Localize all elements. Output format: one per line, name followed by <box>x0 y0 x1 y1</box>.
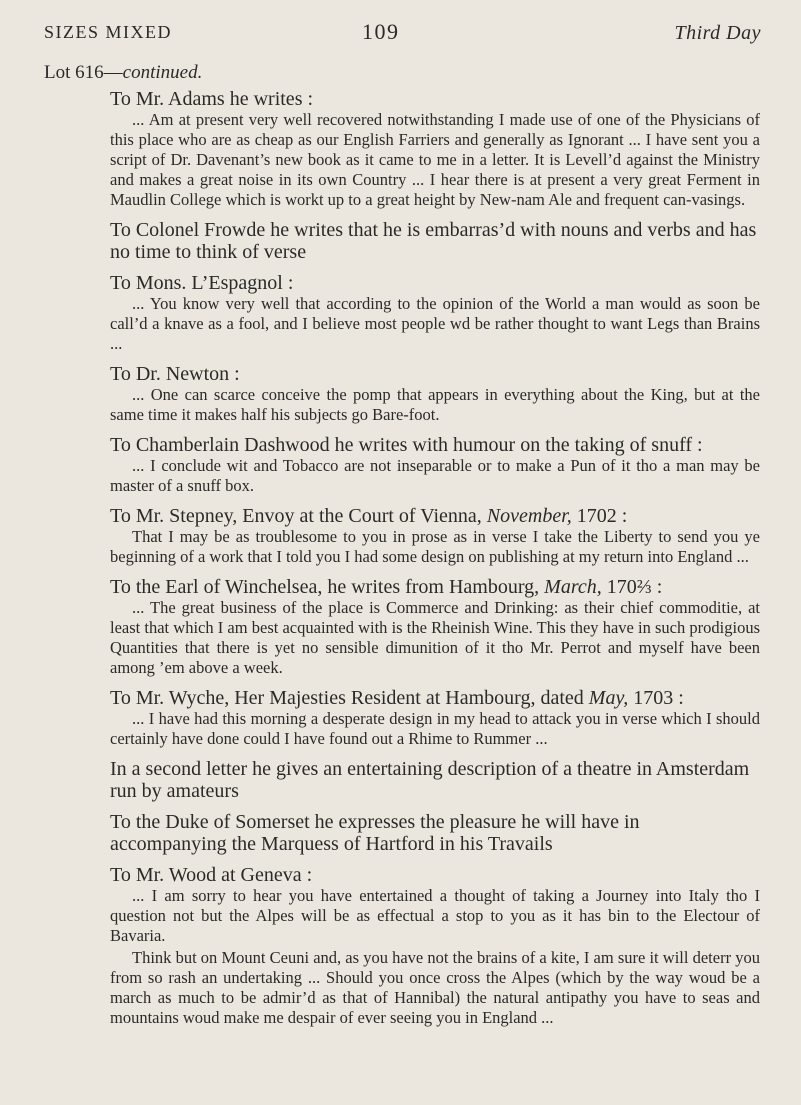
letter-quote: ... I am sorry to hear you have entertained a thought of taking a Journey into Italy tho I question not but the Alpes will be as effectual a stop to you as it has bin to the Electour of Bavaria. <box>110 886 760 945</box>
letter-heading <box>110 272 760 294</box>
heading-text: To the Earl of Winchelsea, he writes from Hambourg, <box>110 576 540 598</box>
running-head <box>44 19 761 48</box>
letter-heading <box>110 363 760 385</box>
heading-text: To Colonel Frowde he writes that he is embarras’d with nouns and verbs and has no time to think of verse <box>110 219 757 263</box>
heading-text: To Mons. L’Espagnol : <box>110 272 294 294</box>
letter-quote: ... One can scarce conceive the pomp that appears in everything about the King, but at the same time it makes half his subjects go Bare-foot. <box>110 385 760 424</box>
lot-label: Lot 616 <box>44 62 104 83</box>
heading-date-year: 1702 : <box>571 505 628 527</box>
letter-quote: Think but on Mount Ceuni and, as you have not the brains of a kite, I am sure it will deterr you from so rash an undertaking ... Should you once cross the Alpes (which by the way woud be a march as much to be admir’d as that of Hannibal) the natural antipathy you have to seas and mountains woud make me despair of ever seeing you in England ... <box>110 948 760 1027</box>
letter-quote: ... Am at present very well recovered notwithstanding I made use of one of the Physicians of this place who are as cheap as our English Farriers and generally as Ignorant ... I have sent you a script of Dr. Davenant’s new book as it came to me in a letter. It is Levell’d against the Ministry and makes a great noise in its own Country ... I hear there is at present a very great Ferment in Maudlin College which is workt up to a great height by New-nam Ale and frequent can-vasings. <box>110 110 760 209</box>
heading-text: To Chamberlain Dashwood he writes with humour on the taking of snuff : <box>110 434 703 456</box>
letter-heading <box>110 88 760 110</box>
letter-heading <box>110 864 760 886</box>
lot-heading: Lot 616—continued. <box>44 62 203 83</box>
heading-text: To Mr. Wood at Geneva : <box>110 864 313 886</box>
heading-text: To Mr. Wyche, Her Majesties Resident at Hambourg, dated <box>110 687 584 709</box>
heading-text: In a second letter he gives an entertaining description of a theatre in Amsterdam run by amateurs <box>110 758 750 802</box>
heading-date-month: March, <box>544 576 602 598</box>
heading-text: To Mr. Stepney, Envoy at the Court of Vienna, <box>110 505 482 527</box>
letter-heading <box>110 758 760 802</box>
letter-extracts <box>110 88 760 1030</box>
heading-text: To the Duke of Somerset he expresses the pleasure he will have in accompanying the Marquess of Hartford in his Travails <box>110 811 640 855</box>
letter-quote: That I may be as troublesome to you in prose as in verse I take the Liberty to send you ye beginning of a work that I told you I had some design on publishing at my return into England ... <box>110 527 760 566</box>
letter-quote: ... You know very well that according to the opinion of the World a man would as soon be call’d a knave as a fool, and I believe most people wd be rather thought to want Legs than Brains ... <box>110 294 760 353</box>
heading-date-month: May, <box>588 687 629 709</box>
heading-date-month: November, <box>486 505 572 527</box>
heading-date-year: 1703 : <box>628 687 684 709</box>
page-number: 109 <box>362 19 400 44</box>
letter-heading <box>110 219 760 263</box>
heading-text: To Dr. Newton : <box>110 363 240 385</box>
letter-quote: ... I have had this morning a desperate design in my head to attack you in verse which I should certainly have done could I have found out a Rhime to Rummer ... <box>110 709 760 748</box>
letter-heading <box>110 505 760 527</box>
heading-date-year: 170⅔ : <box>601 576 663 598</box>
day-label: Third Day <box>674 22 761 44</box>
letter-quote: ... I conclude wit and Tobacco are not inseparable or to make a Pun of it tho a man may be master of a snuff box. <box>110 456 760 495</box>
section-title: SIZES MIXED <box>44 22 172 42</box>
letter-heading <box>110 434 760 456</box>
lot-continued: continued. <box>122 62 203 83</box>
letter-heading <box>110 687 760 709</box>
letter-heading <box>110 576 760 598</box>
letter-heading <box>110 811 760 855</box>
heading-text: To Mr. Adams he writes : <box>110 88 314 110</box>
letter-quote: ... The great business of the place is Commerce and Drinking: as their chief commoditie, at least that which I am best acquainted with is the Rheinish Wine. This they have in such prodigious Quantities that there is yet no sensible dimunition of it tho Mr. Perrot and myself have been among ’em above a week. <box>110 598 760 677</box>
